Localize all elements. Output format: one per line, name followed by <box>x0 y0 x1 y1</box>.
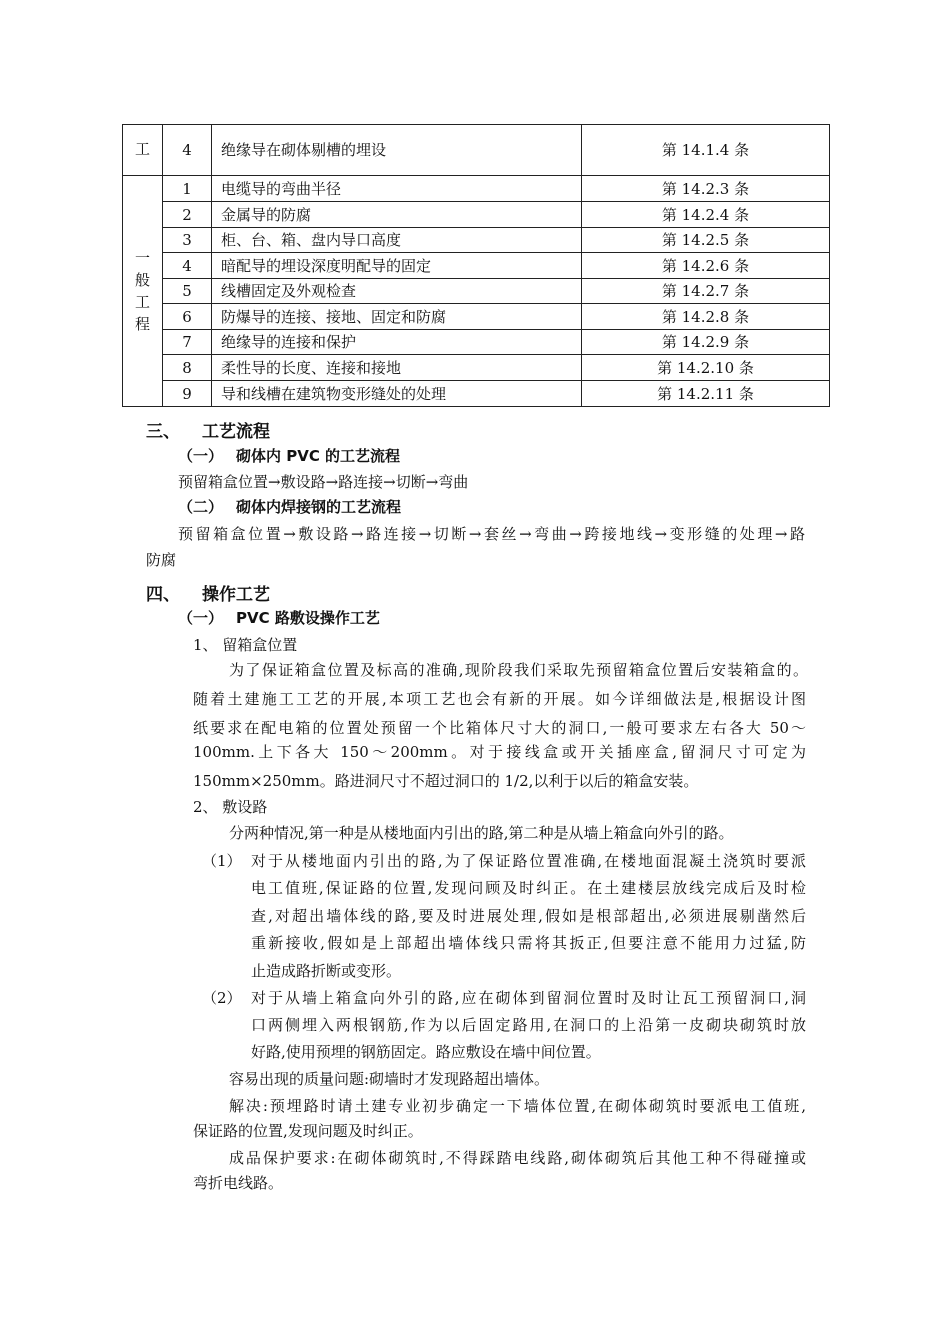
row-number: 4 <box>163 125 212 176</box>
paragraph-line: 100mm.上下各大 150～200mm。对于接线盒或开关插座盒,留洞尺寸可定为 <box>193 743 806 761</box>
row-item: 电缆导的弯曲半径 <box>212 176 582 202</box>
row-ref: 第 14.2.4 条 <box>582 202 830 228</box>
table-row <box>123 253 830 279</box>
table-row <box>123 304 830 330</box>
flow-text: 预留箱盒位置→敷设路→路连接→切断→套丝→弯曲→跨接地线→变形缝的处理→路 <box>178 525 805 543</box>
paragraph-line: 查,对超出墙体线的路,要及时进展处理,假如是根部超出,必须进展剔凿然后 <box>251 907 806 925</box>
row-item: 绝缘导的连接和保护 <box>212 330 582 355</box>
row-number: 6 <box>163 304 212 330</box>
paragraph-line: 成品保护要求:在砌体砌筑时,不得踩踏电线路,砌体砌筑后其他工种不得碰撞或 <box>229 1149 806 1167</box>
paragraph-line: 纸要求在配电箱的位置处预留一个比箱体尺寸大的洞口,一般可要求左右各大 50～ <box>193 719 806 737</box>
table-row <box>123 176 830 202</box>
category-cell-general <box>123 176 163 407</box>
row-item: 柔性导的长度、连接和接地 <box>212 355 582 381</box>
paragraph-line: 为了保证箱盒位置及标高的准确,现阶段我们采取先预留箱盒位置后安装箱盒的。 <box>229 661 808 679</box>
paragraph-line: 对于从楼地面内引出的路,为了保证路位置准确,在楼地面混凝土浇筑时要派 <box>251 852 806 870</box>
case-number: （2） <box>202 989 242 1007</box>
paragraph-line: 分两种情况,第一种是从楼地面内引出的路,第二种是从墙上箱盒向外引的路。 <box>229 824 734 842</box>
table-row <box>123 381 830 407</box>
category-char: 程 <box>134 315 150 333</box>
spec-table <box>122 124 830 407</box>
row-number: 2 <box>163 202 212 228</box>
section-heading-3: 三、 工艺流程 <box>146 422 270 442</box>
item-heading: 1、 留箱盒位置 <box>193 636 298 654</box>
flow-text: 防腐 <box>146 551 177 569</box>
paragraph-line: 口两侧埋入两根钢筋,作为以后固定路用,在洞口的上沿第一皮砌块砌筑时放 <box>251 1016 806 1034</box>
paragraph-line: 电工值班,保证路的位置,发现问顾及时纠正。在土建楼层放线完成后及时检 <box>251 879 806 897</box>
paragraph-line: 弯折电线路。 <box>193 1174 284 1192</box>
case-number: （1） <box>202 852 242 870</box>
table-row <box>123 355 830 381</box>
row-item: 柜、台、箱、盘内导口高度 <box>212 228 582 253</box>
category-cell: 工 <box>123 125 163 176</box>
row-number: 4 <box>163 253 212 279</box>
row-item: 暗配导的埋设深度明配导的固定 <box>212 253 582 279</box>
paragraph-line: 解决:预埋路时请土建专业初步确定一下墙体位置,在砌体砌筑时要派电工值班, <box>229 1097 806 1115</box>
row-item: 防爆导的连接、接地、固定和防腐 <box>212 304 582 330</box>
row-ref: 第 14.2.6 条 <box>582 253 830 279</box>
table-row <box>123 202 830 228</box>
row-item: 绝缘导在砌体剔槽的埋设 <box>212 125 582 176</box>
row-number: 9 <box>163 381 212 407</box>
row-number: 5 <box>163 279 212 304</box>
row-ref: 第 14.1.4 条 <box>582 125 830 176</box>
row-item: 导和线槽在建筑物变形缝处的处理 <box>212 381 582 407</box>
table-row <box>123 279 830 304</box>
row-number: 7 <box>163 330 212 355</box>
flow-text: 预留箱盒位置→敷设路→路连接→切断→弯曲 <box>178 473 469 491</box>
paragraph-line: 随着土建施工工艺的开展,本项工艺也会有新的开展。如今详细做法是,根据设计图 <box>193 690 806 708</box>
paragraph-line: 止造成路折断或变形。 <box>251 962 402 980</box>
category-char: 工 <box>134 293 150 311</box>
category-char: 般 <box>134 271 150 289</box>
row-ref: 第 14.2.3 条 <box>582 176 830 202</box>
paragraph-line: 150mm×250mm。路进洞尺寸不超过洞口的 1/2,以利于以后的箱盒安装。 <box>193 772 699 790</box>
row-number: 1 <box>163 176 212 202</box>
item-heading: 2、 敷设路 <box>193 798 268 816</box>
table-row <box>123 125 830 176</box>
row-ref: 第 14.2.11 条 <box>582 381 830 407</box>
subsection-heading: （一） 砌体内 PVC 的工艺流程 <box>178 447 401 465</box>
subsection-heading: （一） PVC 路敷设操作工艺 <box>178 609 380 627</box>
paragraph-line: 重新接收,假如是上部超出墙体线只需将其扳正,但要注意不能用力过猛,防 <box>251 934 806 952</box>
row-ref: 第 14.2.10 条 <box>582 355 830 381</box>
row-ref: 第 14.2.8 条 <box>582 304 830 330</box>
table-row <box>123 228 830 253</box>
paragraph-line: 好路,使用预埋的钢筋固定。路应敷设在墙中间位置。 <box>251 1043 601 1061</box>
row-item: 线槽固定及外观检查 <box>212 279 582 304</box>
row-number: 8 <box>163 355 212 381</box>
subsection-heading: （二） 砌体内焊接钢的工艺流程 <box>178 498 402 516</box>
row-ref: 第 14.2.5 条 <box>582 228 830 253</box>
table-row <box>123 330 830 355</box>
paragraph-line: 容易出现的质量问题:砌墙时才发现路超出墙体。 <box>229 1070 550 1088</box>
paragraph-line: 保证路的位置,发现问题及时纠正。 <box>193 1122 423 1140</box>
paragraph-line: 对于从墙上箱盒向外引的路,应在砌体到留洞位置时及时让瓦工预留洞口,洞 <box>251 989 806 1007</box>
row-ref: 第 14.2.7 条 <box>582 279 830 304</box>
row-ref: 第 14.2.9 条 <box>582 330 830 355</box>
row-number: 3 <box>163 228 212 253</box>
section-heading-4: 四、 操作工艺 <box>146 585 270 605</box>
category-char: 一 <box>134 249 150 267</box>
row-item: 金属导的防腐 <box>212 202 582 228</box>
